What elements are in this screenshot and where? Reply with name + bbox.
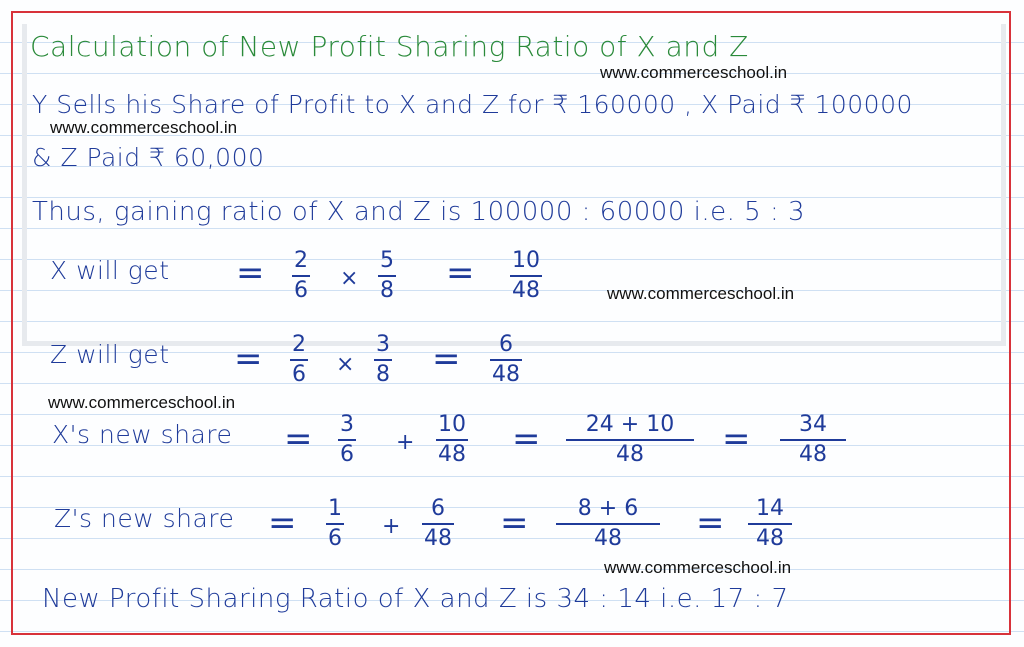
equals-sign: = [236, 253, 265, 293]
equals-sign: = [268, 503, 297, 543]
denominator: 48 [512, 278, 540, 303]
numerator: 14 [756, 496, 784, 521]
fraction [338, 412, 356, 468]
denominator: 8 [380, 278, 394, 303]
denominator: 48 [424, 526, 452, 551]
numerator: 2 [292, 332, 306, 357]
watermark-text: www.commerceschool.in [50, 118, 238, 137]
numerator: 3 [376, 332, 390, 357]
page-title: Calculation of New Profit Sharing Ratio of X and Z [30, 30, 749, 63]
x-new-share-label: X's new share [52, 420, 233, 449]
denominator: 6 [292, 362, 306, 387]
denominator: 48 [756, 526, 784, 551]
fraction [556, 496, 660, 552]
denominator: 6 [328, 526, 342, 551]
denominator: 48 [492, 362, 520, 387]
denominator: 48 [616, 442, 644, 467]
numerator: 34 [799, 412, 827, 437]
conclusion-line: New Profit Sharing Ratio of X and Z is 34 : 14 i.e. 17 : 7 [42, 584, 789, 614]
fraction [326, 496, 344, 552]
equals-sign: = [446, 253, 475, 293]
numerator: 8 + 6 [577, 496, 639, 521]
fraction [748, 496, 792, 552]
equals-sign: = [500, 503, 529, 543]
statement-line-2: & Z Paid ₹ 60,000 [32, 143, 265, 172]
numerator: 6 [431, 496, 445, 521]
equals-sign: = [696, 503, 725, 543]
equals-sign: = [722, 419, 751, 459]
times-sign: × [340, 266, 359, 291]
z-new-share-label: Z's new share [54, 504, 235, 533]
watermark-text: www.commerceschool.in [600, 63, 788, 82]
x-will-get-label: X will get [50, 256, 170, 285]
watermark-text: www.commerceschool.in [607, 284, 795, 303]
z-will-get-label: Z will get [50, 340, 170, 369]
fraction [292, 248, 310, 304]
denominator: 8 [376, 362, 390, 387]
equals-sign: = [284, 419, 313, 459]
fraction [374, 332, 392, 388]
fraction [566, 412, 694, 468]
numerator: 24 + 10 [585, 412, 675, 437]
fraction [290, 332, 308, 388]
equals-sign: = [512, 419, 541, 459]
numerator: 5 [380, 248, 394, 273]
equals-sign: = [432, 339, 461, 379]
numerator: 6 [499, 332, 513, 357]
watermark-text: www.commerceschool.in [604, 558, 792, 577]
numerator: 3 [340, 412, 354, 437]
denominator: 48 [594, 526, 622, 551]
fraction [490, 332, 522, 388]
denominator: 48 [438, 442, 466, 467]
fraction [510, 248, 542, 304]
fraction [378, 248, 396, 304]
numerator: 2 [294, 248, 308, 273]
denominator: 48 [799, 442, 827, 467]
gaining-ratio-line: Thus, gaining ratio of X and Z is 100000 : 60000 i.e. 5 : 3 [32, 197, 806, 227]
denominator: 6 [294, 278, 308, 303]
fraction [780, 412, 846, 468]
watermark-text: www.commerceschool.in [48, 393, 236, 412]
equals-sign: = [234, 339, 263, 379]
fraction [436, 412, 468, 468]
plus-sign: + [382, 514, 401, 539]
denominator: 6 [340, 442, 354, 467]
statement-line-1: Y Sells his Share of Profit to X and Z for ₹ 160000 , X Paid ₹ 100000 [32, 90, 913, 119]
numerator: 10 [438, 412, 466, 437]
times-sign: × [336, 352, 355, 377]
plus-sign: + [396, 430, 415, 455]
numerator: 1 [328, 496, 342, 521]
fraction [422, 496, 454, 552]
numerator: 10 [512, 248, 540, 273]
